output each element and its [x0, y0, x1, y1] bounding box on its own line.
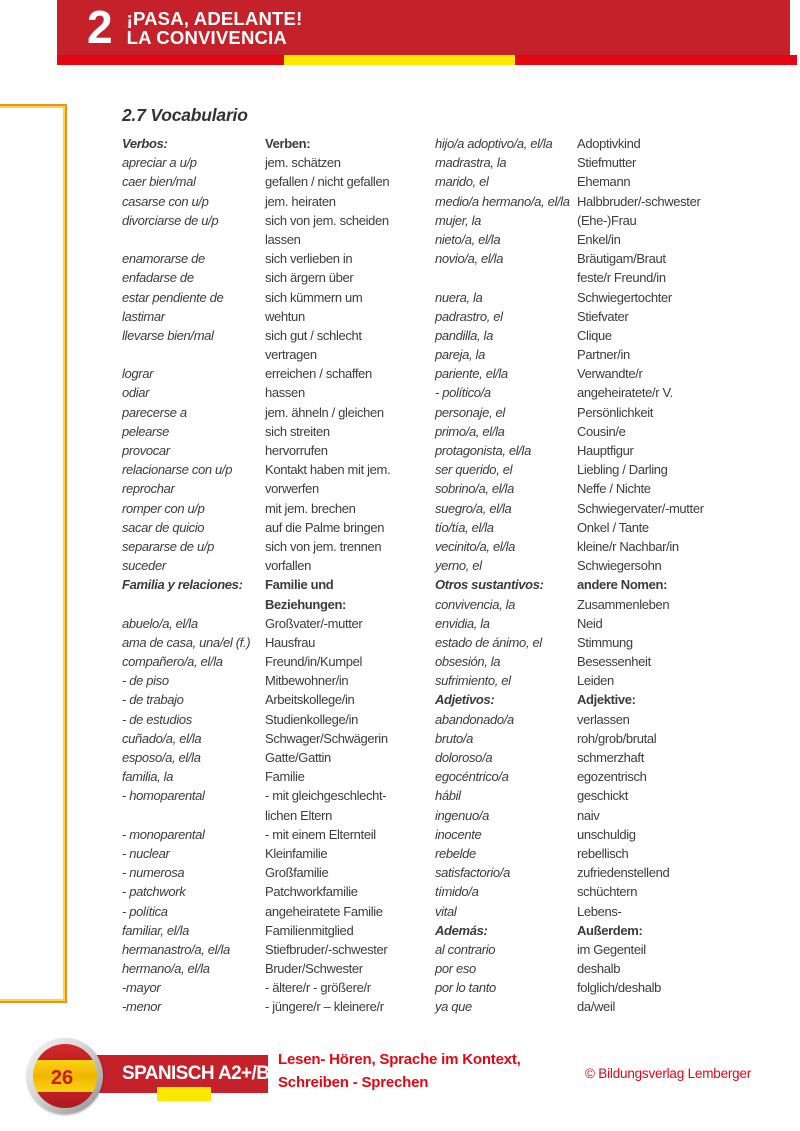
- vocab-cell: protagonista, el/la: [435, 443, 531, 458]
- vocab-cell: Großvater/-mutter: [265, 615, 363, 631]
- vocab-cell: Bruder/Schwester: [265, 961, 363, 977]
- vocab-cell: lichen Eltern: [265, 807, 332, 823]
- vocab-cell: sufrimiento, el: [435, 673, 511, 689]
- page-number-badge: [27, 1038, 103, 1114]
- vocab-cell: hervorrufen: [265, 443, 328, 458]
- vocab-cell: vertragen: [265, 347, 317, 363]
- vocab-cell: lastimar: [122, 308, 165, 324]
- vocab-cell: [122, 345, 265, 364]
- vocab-cell: Außerdem:: [577, 922, 643, 938]
- vocab-cell: Stiefvater: [577, 308, 629, 324]
- vocab-cell: provocar: [122, 443, 170, 458]
- vocab-cell: divorciarse de u/p: [122, 212, 219, 228]
- unit-titles: [127, 9, 303, 47]
- vocab-cell: ingenuo/a: [435, 807, 489, 823]
- vocab-cell: Hauptfigur: [577, 443, 634, 458]
- vocab-cell: Schwiegervater/-mutter: [577, 500, 704, 516]
- vocab-cell: envidia, la: [435, 615, 490, 631]
- vocab-cell: - de estudios: [122, 711, 192, 727]
- unit-number: 2: [87, 0, 113, 53]
- vocab-cell: - mit einem Elternteil: [265, 826, 376, 842]
- vocab-cell: relacionarse con u/p: [122, 462, 233, 478]
- vocab-cell: satisfactorio/a: [435, 865, 510, 881]
- vocab-cell: primo/a, el/la: [435, 423, 505, 439]
- vocab-cell: nieto/a, el/la: [435, 231, 501, 247]
- vocab-cell: hassen: [265, 385, 305, 401]
- vocab-cell: esposo/a, el/la: [122, 750, 201, 765]
- vocab-cell: deshalb: [577, 961, 621, 977]
- vocab-cell: da/weil: [577, 999, 616, 1015]
- vocab-cell: jem. ähneln / gleichen: [265, 404, 384, 420]
- vocab-cell: sich verlieben in: [265, 251, 353, 267]
- vocab-cell: jem. schätzen: [265, 155, 341, 171]
- vocab-cell: familiar, el/la: [122, 922, 189, 938]
- vocab-cell: Schwager/Schwägerin: [265, 730, 388, 746]
- vocab-cell: Familia y relaciones:: [122, 577, 243, 593]
- vocab-cell: Liebling / Darling: [577, 462, 668, 478]
- vocab-cell: Familie und: [265, 577, 334, 593]
- series-tagline-line1: Lesen- Hören, Sprache im Kontext,: [278, 1051, 521, 1068]
- vocab-cell: apreciar a u/p: [122, 155, 197, 171]
- vocab-cell: sich von jem. trennen: [265, 538, 382, 554]
- vocab-cell: suceder: [122, 558, 166, 574]
- vocab-cell: Enkel/in: [577, 231, 621, 247]
- vocab-cell: medio/a hermano/a, el/la: [435, 193, 570, 209]
- copyright-notice: © Bildungsverlag Lemberger: [585, 1066, 752, 1081]
- vocab-cell: - política: [122, 903, 168, 919]
- vocab-cell: schmerzhaft: [577, 750, 644, 765]
- vocab-cell: Onkel / Tante: [577, 519, 649, 535]
- vocab-cell: lograr: [122, 366, 154, 382]
- vocab-cell: - jüngere/r – kleinere/r: [265, 999, 384, 1015]
- vocab-cell: vital: [435, 903, 457, 919]
- header-accent-strip: [57, 55, 797, 65]
- vocab-cell: wehtun: [265, 308, 305, 324]
- vocab-cell: odiar: [122, 385, 150, 401]
- series-tagline: [278, 1048, 521, 1094]
- vocab-cell: schüchtern: [577, 884, 638, 900]
- vocab-table: [122, 134, 790, 1017]
- vocab-cell: [435, 268, 577, 287]
- vocab-cell: Kontakt haben mit jem.: [265, 462, 391, 478]
- vocab-cell: andere Nomen:: [577, 577, 668, 593]
- vocab-cell: Leiden: [577, 673, 614, 689]
- vocab-cell: Verbos:: [122, 136, 168, 151]
- vocab-cell: por eso: [435, 961, 476, 977]
- vocab-cell: -menor: [122, 999, 162, 1015]
- vocab-cell: Beziehungen:: [265, 596, 347, 612]
- vocab-cell: [122, 230, 265, 249]
- vocab-cell: jem. heiraten: [265, 193, 336, 209]
- vocab-cell: egozentrisch: [577, 769, 647, 785]
- vocab-cell: enamorarse de: [122, 251, 205, 267]
- vocab-cell: tío/tía, el/la: [435, 519, 494, 535]
- vocab-cell: Persönlichkeit: [577, 404, 654, 420]
- vocab-cell: Arbeitskollege/in: [265, 692, 355, 708]
- vocab-cell: Stimmung: [577, 634, 633, 650]
- vocab-cell: convivencia, la: [435, 596, 516, 612]
- vocab-cell: nuera, la: [435, 289, 483, 305]
- vocab-cell: caer bien/mal: [122, 174, 196, 190]
- header-accent-yellow: [284, 55, 515, 65]
- vocab-cell: egocéntrico/a: [435, 769, 509, 785]
- vocab-cell: obsesión, la: [435, 654, 501, 670]
- vocab-cell: inocente: [435, 826, 482, 842]
- vocab-cell: Freund/in/Kumpel: [265, 654, 363, 670]
- vocab-cell: Ehemann: [577, 174, 631, 190]
- vocab-cell: compañero/a, el/la: [122, 654, 223, 670]
- vocab-cell: familia, la: [122, 769, 174, 785]
- vocab-cell: reprochar: [122, 481, 175, 497]
- vocab-cell: sacar de quicio: [122, 519, 205, 535]
- vocab-cell: separarse de u/p: [122, 538, 214, 554]
- vocab-cell: Schwiegersohn: [577, 558, 662, 574]
- vocab-cell: (Ehe-)Frau: [577, 212, 637, 228]
- vocab-cell: Adoptivkind: [577, 136, 641, 151]
- vocab-cell: hábil: [435, 788, 461, 804]
- vocab-cell: Stiefmutter: [577, 155, 637, 171]
- series-tagline-line2: Schreiben - Sprechen: [278, 1074, 429, 1091]
- vocab-cell: mit jem. brechen: [265, 500, 356, 516]
- vocab-cell: - ältere/r - größere/r: [265, 980, 371, 996]
- vocab-cell: - político/a: [435, 385, 491, 401]
- vocab-cell: lassen: [265, 231, 301, 247]
- vocab-cell: yerno, el: [435, 558, 482, 574]
- series-banner-yellow-accent: [157, 1087, 211, 1101]
- vocab-cell: gefallen / nicht gefallen: [265, 174, 390, 190]
- vocab-cell: [122, 595, 265, 614]
- vocab-cell: im Gegenteil: [577, 941, 646, 957]
- vocab-cell: hermano/a, el/la: [122, 961, 210, 977]
- vocab-cell: novio/a, el/la: [435, 251, 504, 267]
- vocab-cell: Otros sustantivos:: [435, 577, 544, 593]
- vocab-cell: vecinito/a, el/la: [435, 538, 516, 554]
- vocab-cell: kleine/r Nachbar/in: [577, 538, 679, 554]
- vocab-cell: Familienmitglied: [265, 922, 354, 938]
- vocab-cell: ya que: [435, 999, 472, 1015]
- vocab-cell: Studienkollege/in: [265, 711, 359, 727]
- vocab-cell: marido, el: [435, 174, 489, 190]
- vocab-cell: hermanastro/a, el/la: [122, 941, 230, 957]
- vocab-cell: enfadarse de: [122, 270, 194, 286]
- vocab-cell: Patchworkfamilie: [265, 884, 358, 900]
- vocab-cell: Halbbruder/-schwester: [577, 193, 701, 209]
- vocab-cell: folglich/deshalb: [577, 980, 662, 996]
- vocab-cell: - de trabajo: [122, 692, 184, 708]
- vocab-cell: Cousin/e: [577, 423, 626, 439]
- vocab-cell: llevarse bien/mal: [122, 327, 214, 343]
- section-title: 2.7 Vocabulario: [122, 105, 248, 125]
- vocab-cell: sich kümmern um: [265, 289, 363, 305]
- vocab-cell: Además:: [435, 922, 488, 938]
- vocab-cell: personaje, el: [435, 404, 505, 420]
- vocab-cell: verlassen: [577, 711, 630, 727]
- vocab-cell: unschuldig: [577, 826, 636, 842]
- vocab-cell: mujer, la: [435, 212, 481, 228]
- vocab-cell: Kleinfamilie: [265, 845, 328, 861]
- vocab-cell: Clique: [577, 327, 612, 343]
- vocab-cell: ser querido, el: [435, 462, 513, 478]
- vocab-cell: casarse con u/p: [122, 193, 209, 209]
- chapter-title-line1: ¡PASA, ADELANTE!: [126, 7, 303, 29]
- vocab-cell: Neid: [577, 615, 603, 631]
- vocab-cell: ama de casa, una/el (f.): [122, 634, 251, 650]
- vocab-cell: Partner/in: [577, 347, 630, 363]
- vocab-cell: vorfallen: [265, 558, 311, 574]
- vocab-cell: - mit gleichgeschlecht-: [265, 788, 387, 804]
- vocab-cell: sich streiten: [265, 423, 330, 439]
- spain-flag-icon: [33, 1044, 97, 1108]
- vocab-cell: romper con u/p: [122, 500, 205, 516]
- vocab-cell: padrastro, el: [435, 308, 503, 324]
- vocab-cell: Lebens-: [577, 903, 622, 919]
- vocab-cell: hijo/a adoptivo/a, el/la: [435, 136, 553, 151]
- vocab-cell: geschickt: [577, 788, 629, 804]
- vocab-cell: pelearse: [122, 423, 170, 439]
- vocab-cell: feste/r Freund/in: [577, 270, 666, 286]
- vocab-cell: estado de ánimo, el: [435, 634, 542, 650]
- vocab-cell: doloroso/a: [435, 750, 493, 765]
- vocab-cell: bruto/a: [435, 730, 474, 746]
- vocab-cell: Gatte/Gattin: [265, 750, 331, 765]
- vocab-cell: rebellisch: [577, 845, 629, 861]
- vocab-cell: - de piso: [122, 673, 169, 689]
- vocab-cell: angeheiratete/r V.: [577, 385, 673, 401]
- vocab-cell: pariente, el/la: [435, 366, 508, 382]
- vocab-cell: Besessenheit: [577, 654, 651, 670]
- chapter-title-line2: LA CONVIVENCIA: [126, 26, 287, 48]
- vocab-cell: pareja, la: [435, 347, 485, 363]
- vocab-cell: naiv: [577, 807, 600, 823]
- vocab-cell: Adjetivos:: [435, 692, 495, 708]
- vocab-cell: suegro/a, el/la: [435, 500, 512, 516]
- vocab-cell: Schwiegertochter: [577, 289, 672, 305]
- vocab-cell: vorwerfen: [265, 481, 319, 497]
- vocab-cell: madrastra, la: [435, 155, 507, 171]
- vocab-cell: zufriedenstellend: [577, 865, 670, 881]
- vocab-cell: angeheiratete Familie: [265, 903, 383, 919]
- vocab-cell: Stiefbruder/-schwester: [265, 941, 388, 957]
- vocab-cell: sich von jem. scheiden: [265, 212, 389, 228]
- vocab-cell: pandilla, la: [435, 327, 493, 343]
- vocab-cell: por lo tanto: [435, 980, 496, 996]
- vocab-cell: - monoparental: [122, 826, 205, 842]
- vocab-cell: Bräutigam/Braut: [577, 251, 666, 267]
- vocab-cell: - nuclear: [122, 845, 170, 861]
- vocab-cell: - numerosa: [122, 865, 185, 881]
- chapter-banner: [57, 0, 790, 55]
- vocab-cell: al contrario: [435, 941, 496, 957]
- left-border-frame: [0, 104, 67, 1003]
- vocab-cell: abuelo/a, el/la: [122, 615, 198, 631]
- vocab-cell: - homoparental: [122, 788, 205, 804]
- vocab-cell: Zusammenleben: [577, 596, 670, 612]
- vocab-cell: abandonado/a: [435, 711, 514, 727]
- vocab-cell: tímido/a: [435, 884, 479, 900]
- vocab-cell: Mitbewohner/in: [265, 673, 349, 689]
- vocab-cell: sich gut / schlecht: [265, 327, 362, 343]
- vocab-cell: auf die Palme bringen: [265, 519, 385, 535]
- vocab-cell: [122, 806, 265, 825]
- vocab-cell: Verben:: [265, 136, 311, 151]
- vocab-cell: -mayor: [122, 980, 161, 996]
- vocab-cell: sobrino/a, el/la: [435, 481, 514, 497]
- vocab-cell: sich ärgern über: [265, 270, 354, 286]
- vocab-cell: Hausfrau: [265, 634, 315, 650]
- vocab-cell: cuñado/a, el/la: [122, 730, 202, 746]
- vocab-cell: roh/grob/brutal: [577, 730, 657, 746]
- vocab-cell: Familie: [265, 769, 305, 785]
- vocab-cell: parecerse a: [122, 404, 187, 420]
- vocab-cell: Adjektive:: [577, 692, 636, 708]
- vocab-cell: erreichen / schaffen: [265, 366, 372, 382]
- vocab-cell: estar pendiente de: [122, 289, 224, 305]
- vocab-cell: rebelde: [435, 845, 476, 861]
- vocab-cell: Neffe / Nichte: [577, 481, 651, 497]
- vocab-cell: - patchwork: [122, 884, 186, 900]
- series-label: SPANISCH A2+/B1: [122, 1063, 280, 1084]
- page-number: 26: [50, 1066, 74, 1089]
- vocab-cell: Verwandte/r: [577, 366, 643, 382]
- vocab-cell: Großfamilie: [265, 865, 329, 881]
